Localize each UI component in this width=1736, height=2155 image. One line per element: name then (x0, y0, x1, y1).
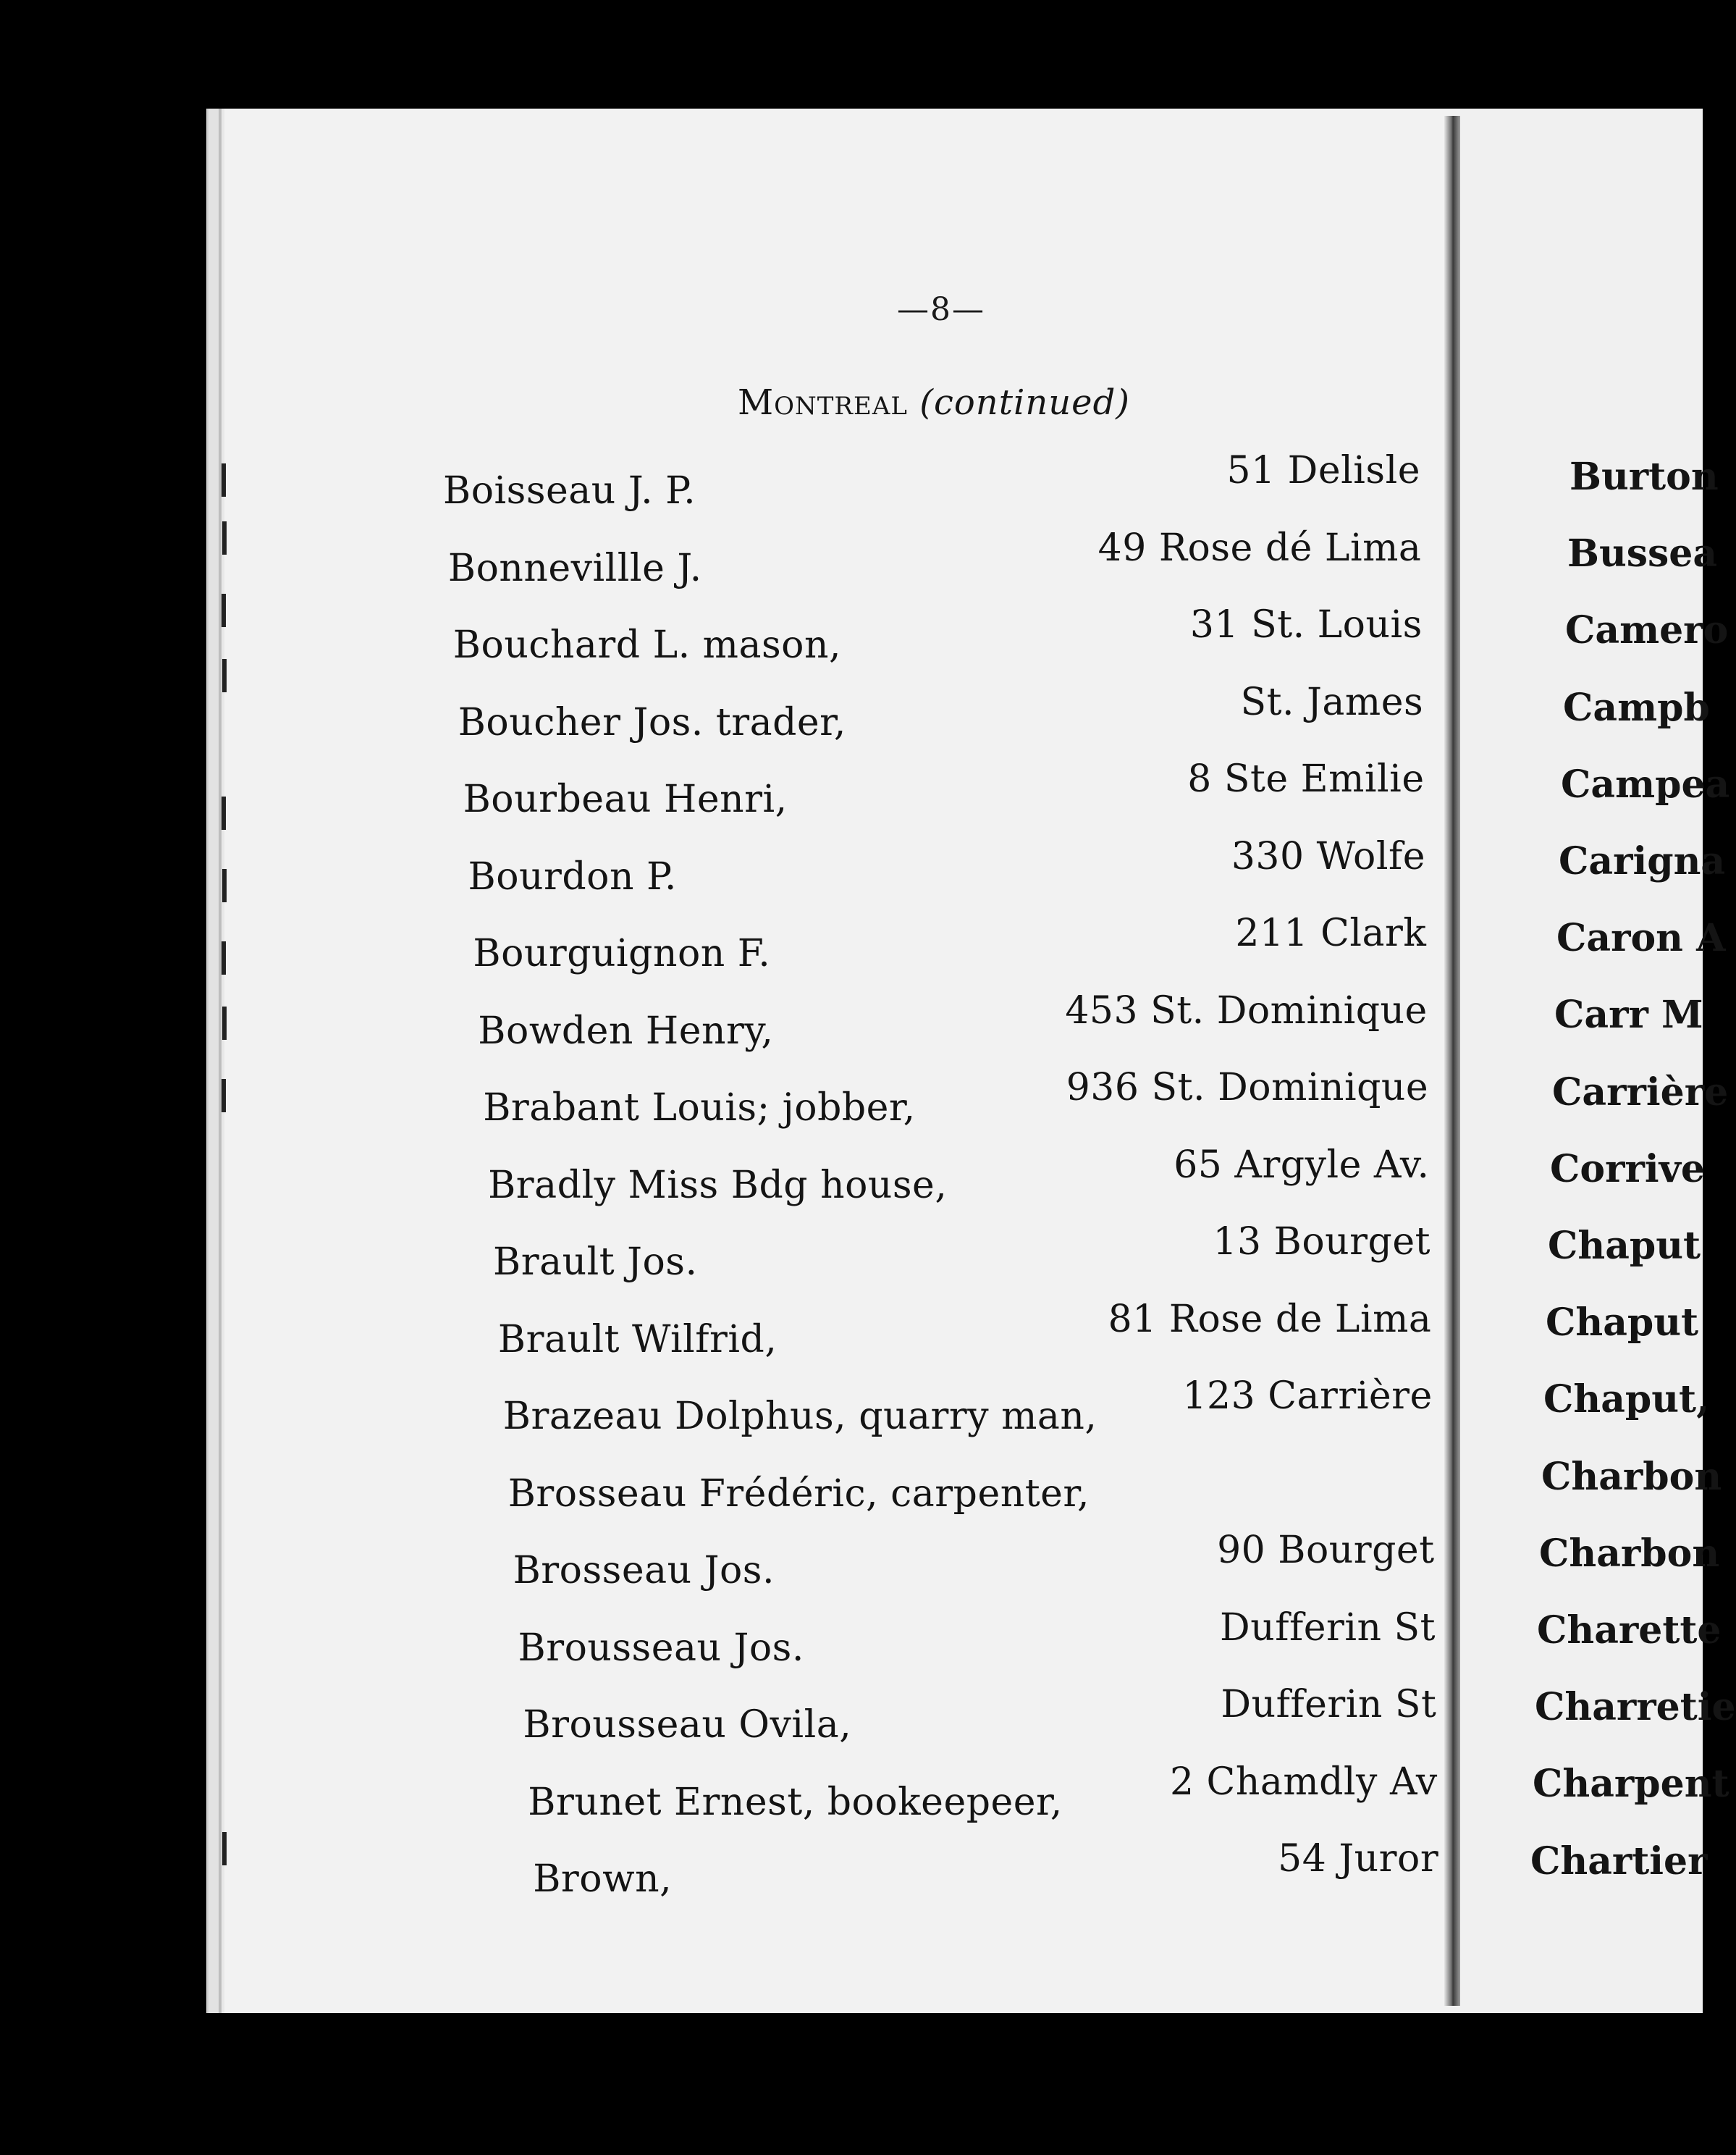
margin-tick (222, 941, 226, 975)
facing-entry: Campea (1561, 762, 1730, 807)
margin-tick (222, 1079, 226, 1112)
margin-tick (222, 869, 227, 902)
entry-name: Bradly Miss Bdg house, (488, 1163, 948, 1207)
entry-name: Boisseau J. P. (443, 469, 696, 513)
heading-note: (continued) (919, 382, 1131, 423)
facing-entry: Chaput (1548, 1224, 1701, 1268)
facing-entry: Corrive (1550, 1146, 1705, 1191)
entry-address: 2 Chamdly Av (1169, 1760, 1438, 1804)
entry-name: Bouchard L. mason, (452, 623, 842, 667)
entry-name: Boucher Jos. trader, (458, 700, 846, 744)
facing-entry: Charbon (1539, 1531, 1720, 1576)
facing-entry: Charretie (1535, 1685, 1736, 1730)
entry-name: Brousseau Ovila, (523, 1703, 852, 1747)
entry-address: 90 Bourget (1217, 1529, 1435, 1572)
entry-name: Brown, (533, 1857, 673, 1901)
entry-address: 8 Ste Emilie (1187, 757, 1425, 801)
entry-address: 51 Delisle (1226, 449, 1420, 492)
heading-city: Montreal (737, 382, 908, 423)
entry-address: St. James (1240, 680, 1424, 724)
entry-name: Brazeau Dolphus, quarry man, (502, 1395, 1097, 1438)
facing-entry: Chaput (1546, 1301, 1699, 1345)
facing-entry: Charbon (1541, 1454, 1722, 1499)
section-heading (681, 382, 1187, 423)
margin-tick (222, 1832, 227, 1865)
facing-entry: Carrière (1552, 1070, 1729, 1114)
facing-entry: Carigna (1559, 839, 1726, 883)
entry-name: Brunet Ernest, bookeepeer, (528, 1780, 1063, 1824)
entry-name: Brault Wilfrid, (497, 1317, 778, 1361)
entry-address: Dufferin St (1220, 1605, 1436, 1650)
entry-name: Bourguignon F. (473, 932, 771, 975)
facing-entry: Burton (1569, 455, 1719, 499)
entry-address: 49 Rose dé Lima (1097, 526, 1422, 570)
page-number: —8— (897, 291, 985, 328)
facing-entry: Chartier (1530, 1839, 1708, 1883)
entry-address: 65 Argyle Av. (1174, 1143, 1430, 1187)
entry-address: 936 St. Dominique (1066, 1066, 1429, 1109)
facing-entry: Bussea (1567, 532, 1718, 576)
margin-tick (222, 521, 227, 555)
entry-name: Bowden Henry, (478, 1009, 774, 1053)
book-gutter (1444, 116, 1460, 2006)
facing-entry: Caron A (1556, 916, 1726, 961)
margin-tick (222, 797, 226, 830)
facing-entry: Chaput, (1543, 1377, 1710, 1422)
entry-address: 330 Wolfe (1231, 834, 1425, 878)
entry-name: Bourbeau Henri, (463, 778, 788, 821)
margin-tick (222, 659, 227, 692)
entry-address: 13 Bourget (1213, 1220, 1430, 1264)
facing-entry: Campb (1563, 685, 1710, 730)
entry-address: Dufferin St (1221, 1683, 1437, 1726)
entry-name: Brosseau Frédéric, carpenter, (507, 1471, 1090, 1516)
entry-address: 81 Rose de Lima (1108, 1297, 1432, 1341)
entry-address: 31 St. Louis (1189, 603, 1423, 647)
entry-name: Bonnevillle J. (447, 546, 702, 590)
entry-name: Brabant Louis; jobber, (483, 1086, 916, 1130)
entry-name: Brosseau Jos. (513, 1549, 775, 1592)
entry-name: Bourdon P. (468, 854, 677, 899)
margin-tick (222, 1007, 227, 1040)
margin-tick (222, 463, 226, 497)
entry-name: Brault Jos. (493, 1240, 698, 1284)
margin-tick (222, 594, 226, 627)
entry-address: 453 St. Dominique (1065, 988, 1428, 1033)
facing-entry: Carr M (1554, 993, 1703, 1038)
entry-address: 123 Carrière (1182, 1374, 1433, 1418)
entry-name: Brousseau Jos. (518, 1626, 804, 1670)
entry-address: 211 Clark (1235, 912, 1427, 955)
entry-address: 54 Juror (1278, 1837, 1439, 1881)
facing-entry: Charette (1537, 1608, 1722, 1652)
facing-entry: Camero (1565, 608, 1729, 653)
facing-entry: Charpent (1533, 1762, 1729, 1807)
